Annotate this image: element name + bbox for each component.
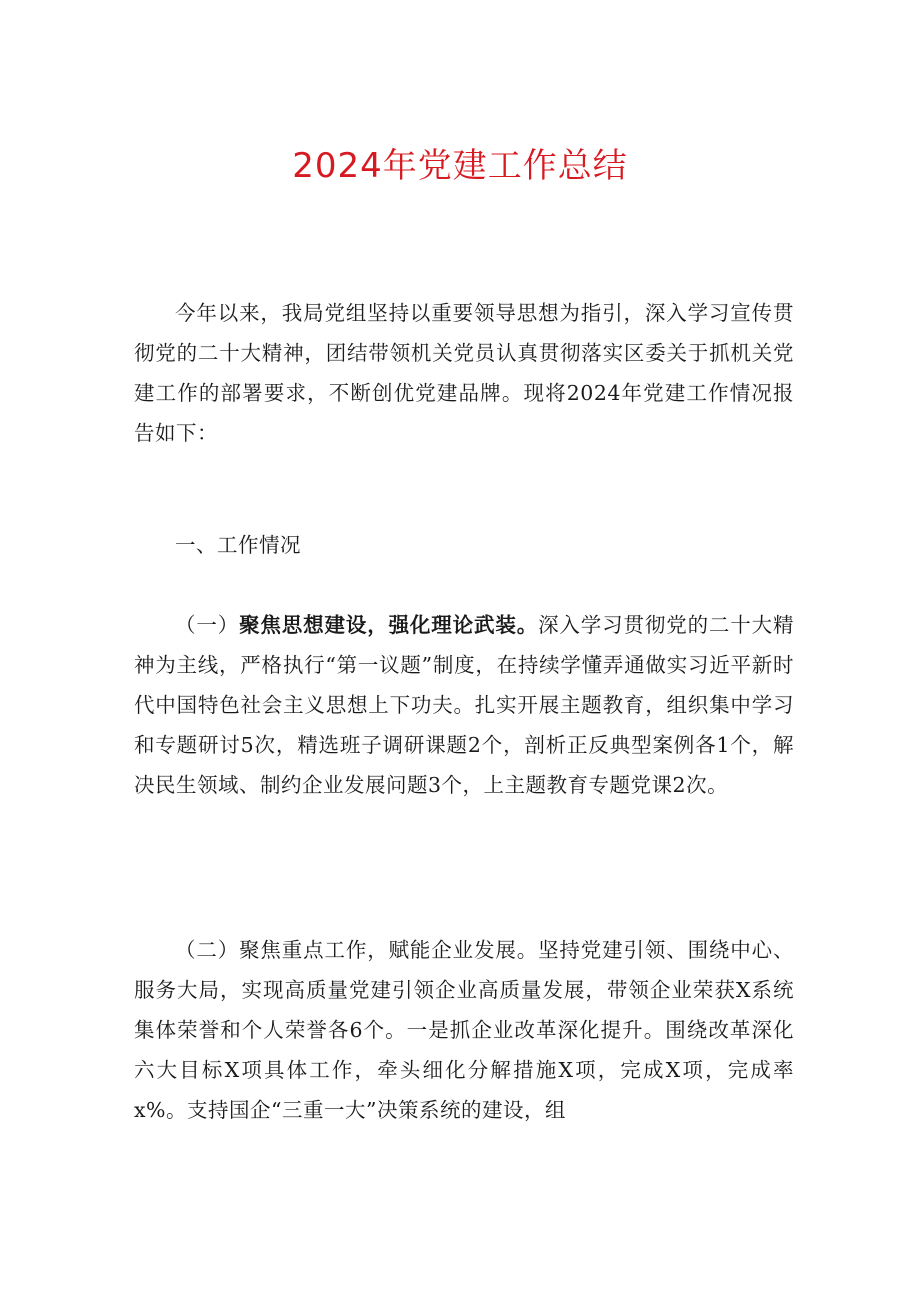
- document-title: 2024年党建工作总结: [292, 146, 628, 186]
- item-2-label: （二）: [175, 938, 240, 962]
- item-1-text: 深入学习贯彻党的二十大精神为主线，严格执行“第一议题”制度，在持续学懂弄通做实习近平新时代中国特色社会主义思想上下功夫。扎实开展主题教育，组织集中学习和专题研讨5次，精选班子调研课题2个，剖析正反典型案例各1个，解决民生领域、制约企业发展问题3个，上主题教育专题党课2次。: [134, 613, 795, 797]
- item-2-title: 聚焦重点工作，赋能企业发展。: [239, 938, 539, 962]
- item-1-paragraph: [134, 605, 794, 805]
- item-2-text: 坚持党建引领、围绕中心、服务大局，实现高质量党建引领企业高质量发展，带领企业荣获X系统集体荣誉和个人荣誉各6个。一是抓企业改革深化提升。围绕改革深化六大目标X项具体工作，牵头细化分解措施X项，完成X项，完成率x%。支持国企“三重一大”决策系统的建设，组: [134, 938, 795, 1122]
- section-heading: 一、工作情况: [175, 533, 301, 557]
- intro-paragraph: 今年以来，我局党组坚持以重要领导思想为指引，深入学习宣传贯彻党的二十大精神，团结带领机关党员认真贯彻落实区委关于抓机关党建工作的部署要求，不断创优党建品牌。现将2024年党建工作情况报告如下：: [134, 301, 794, 445]
- item-2-paragraph: [134, 930, 794, 1130]
- item-1-title: 聚焦思想建设，强化理论武装。: [239, 613, 539, 637]
- item-1-label: （一）: [175, 613, 240, 637]
